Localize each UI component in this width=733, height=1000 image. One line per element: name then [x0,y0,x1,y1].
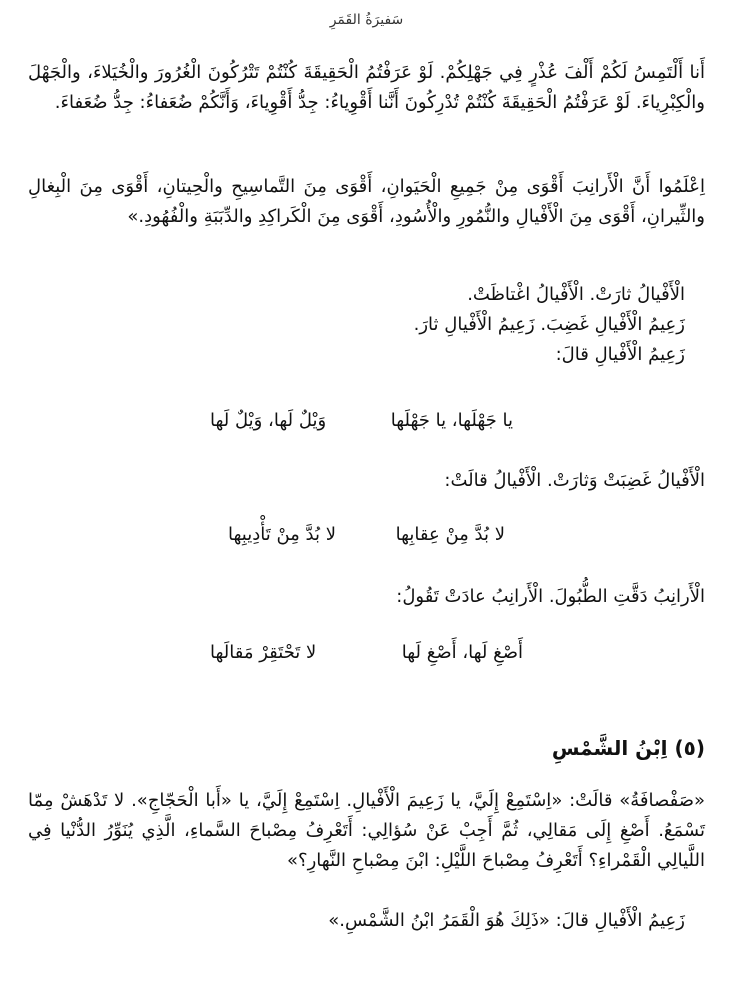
verse-2-first-hemistich: لا بُدَّ مِنْ عِقابِها [395,524,505,545]
narration-line-2: زَعِيمُ الْأَفْيالِ غَضِبَ. زَعِيمُ الْأَفْيالِ ثارَ. [413,314,685,335]
verse-1-first-hemistich: يا جَهْلَها، يا جَهْلَها [390,410,513,431]
running-header: سَفيرَةُ القَمَرِ [329,12,404,28]
narration-line-4: الْأَفْيالُ غَضِبَتْ وَثارَتْ. الْأَفْيالُ قالَتْ: [444,470,705,491]
paragraph-1: أَنا أَلْتَمِسُ لَكُمْ أَلْفَ عُذْرٍ فِي جَهْلِكُمْ. لَوْ عَرَفْتُمُ الْحَقِيقَةَ كُنْتُمْ تَتْرُكُونَ الْغُرُورَ والْخُيَلاءَ، والْجَهْلَ والْكِبْرِياءَ. لَوْ عَرَفْتُمُ الْحَقِيقَةَ كُنْتُمْ تُدْرِكُونَ أَنَّنا أَقْوِياءُ: جِدُّ أَقْوِياءَ، وَأَنَّكُمْ ضُعَفاءُ: جِدُّ ضُعَفاءَ. [28,62,705,113]
verse-2-second-hemistich: لا بُدَّ مِنْ تَأْدِيبِها [228,524,336,545]
narration-line-1: الْأَفْيالُ ثارَتْ. الْأَفْيالُ اغْتاظَتْ. [467,284,685,305]
narration-line-3: زَعِيمُ الْأَفْيالِ قالَ: [555,344,685,365]
paragraph-2: اِعْلَمُوا أَنَّ الْأَرانِبَ أَقْوَى مِنْ جَمِيعِ الْحَيَوانِ، أَقْوَى مِنَ التَّماسِيحِ والْحِيتانِ، أَقْوَى مِنَ الْبِغالِ والثِّيرانِ، أَقْوَى مِنَ الْأَفْيالِ والنُّمُورِ والْأُسُودِ، أَقْوَى مِنَ الْكَراكِدِ والدِّبَبَةِ والْفُهُودِ.» [28,176,705,227]
verse-3-first-hemistich: أَصْغِ لَها، أَصْغِ لَها [401,642,523,663]
verse-3-second-hemistich: لا تَحْتَقِرْ مَقالَها [210,642,317,663]
verse-1-second-hemistich: وَيْلٌ لَها، وَيْلٌ لَها [210,410,327,431]
closing-line: زَعِيمُ الْأَفْيالِ قالَ: «ذَلِكَ هُوَ الْقَمَرُ ابْنُ الشَّمْسِ.» [328,910,685,931]
narration-line-5: الْأَرانِبُ دَقَّتِ الطُّبُولَ. الْأَرانِبُ عادَتْ تَقُولُ: [396,586,705,607]
paragraph-3: «صَفْصافَةُ» قالَتْ: «اِسْتَمِعْ إِلَيَّ، يا زَعِيمَ الْأَفْيالِ. اِسْتَمِعْ إِلَيَّ، يا «أَبا الْحَجّاجِ». لا تَدْهَشْ مِمّا تَسْمَعُ. أَصْغِ إِلَى مَقالِي، ثُمَّ أَجِبْ عَنْ سُؤالِي: أَتَعْرِفُ مِصْباحَ السَّماءِ، الَّذِي يُنَوِّرُ الدُّنْيا فِي اللَّيالِي الْقَمْراءِ؟ أَتَعْرِفُ مِصْباحَ اللَّيْلِ: ابْنَ مِصْباحِ النَّهارِ؟» [28,790,705,871]
section-heading: (٥) اِبْنُ الشَّمْسِ [551,736,705,760]
